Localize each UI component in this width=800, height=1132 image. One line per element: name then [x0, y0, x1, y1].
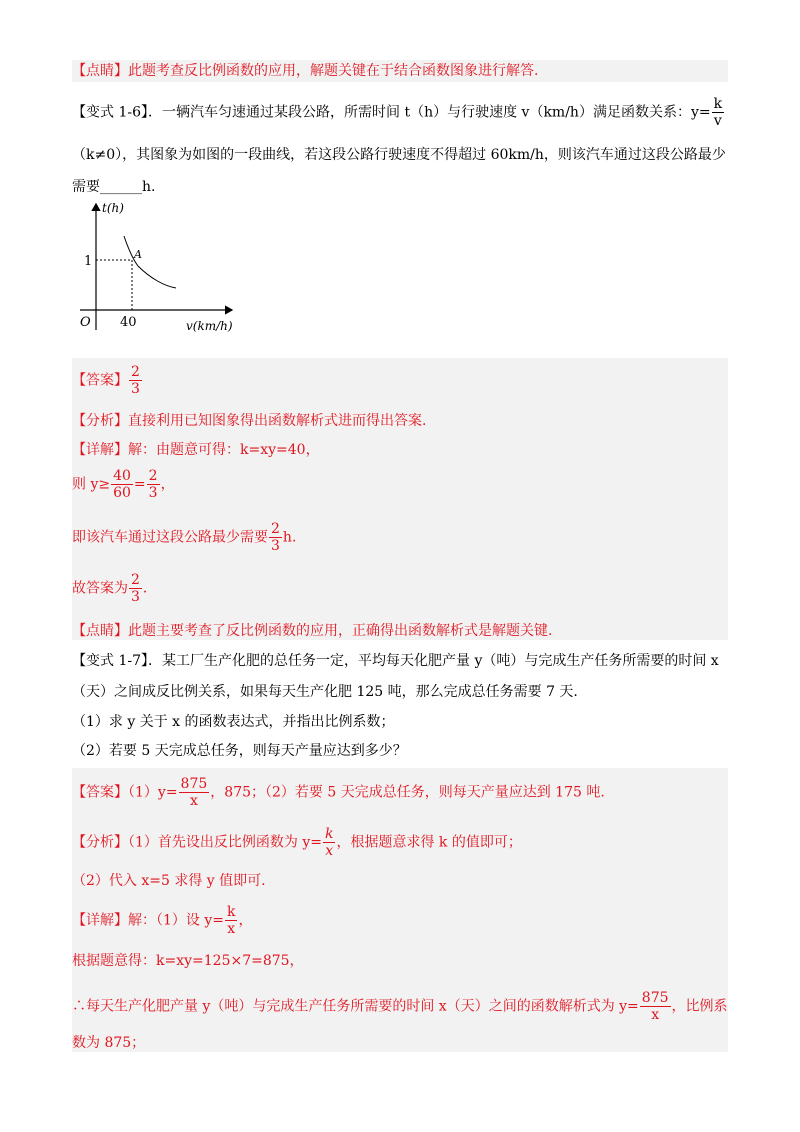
frac-den: x	[323, 842, 335, 859]
fraction-2-3	[147, 468, 160, 501]
detail-tag: 【详解】	[72, 442, 128, 458]
question-text: ．一辆汽车匀速通过某段公路，所需时间 t（h）与行驶速度 v（km/h）满足函数关系：y=	[148, 104, 711, 121]
question-1-7-line-1	[72, 652, 719, 670]
analysis-tag: 【分析】	[72, 834, 128, 851]
fraction-k-over-x	[323, 826, 335, 859]
detail-text: 解：由题意可得：k=xy=40，	[128, 442, 320, 458]
answer-text: ，875；（2）若要 5 天完成总任务，则每天产量应达到 175 吨.	[210, 784, 605, 801]
question-1-7-line-2	[72, 683, 578, 701]
detail-text: 解：（1）设 y=	[128, 912, 224, 929]
question-1-6-line-3	[72, 178, 155, 196]
detail-line-1-7-d	[72, 1034, 145, 1052]
question-text: （k≠0），其图象为如图的一段曲线，若这段公路行驶速度不得超过 60km/h，则该汽车通过这段公路最少	[72, 147, 726, 163]
answer-line-1-6	[72, 364, 143, 397]
analysis-text: 直接利用已知图象得出函数解析式进而得出答案.	[128, 413, 427, 429]
question-1-7-line-4	[72, 742, 407, 760]
question-text: （天）之间成反比例关系，如果每天生产化肥 125 吨，那么完成总任务需要 7 天.	[72, 684, 578, 700]
detail-line-1-7-b	[72, 952, 304, 970]
question-text: ．某工厂生产化肥的总任务一定，平均每天化肥产量 y（吨）与完成生产任务所需要的时间 x	[148, 653, 719, 669]
fraction-2-3	[269, 521, 282, 554]
analysis-tag: 【分析】	[72, 413, 128, 429]
note-text: 此题主要考查了反比例函数的应用，正确得出函数解析式是解题关键.	[128, 623, 553, 639]
analysis-line-1-6	[72, 412, 426, 430]
note-tag: 【点睛】	[72, 623, 128, 639]
frac-den: x	[179, 792, 210, 809]
detail-tag: 【详解】	[72, 912, 128, 929]
answer-text: （1）y=	[128, 784, 178, 801]
step-text: 则 y≥	[72, 476, 111, 493]
x-tick-label: 40	[120, 315, 137, 330]
frac-num: 2	[131, 364, 140, 380]
fraction-2-3	[129, 572, 142, 605]
question-1-6-line-2	[72, 146, 726, 164]
frac-num: 875	[641, 990, 669, 1006]
analysis-text: ，根据题意求得 k 的值即可；	[336, 834, 522, 851]
frac-den: x	[640, 1006, 671, 1023]
frac-num: 2	[131, 572, 140, 588]
inverse-function-graph	[72, 198, 242, 338]
detail-text: ∴每天生产化肥产量 y（吨）与完成生产任务所需要的时间 x（天）之间的函数解析式为 y=	[72, 998, 639, 1015]
question-text: （1）求 y 关于 x 的函数表达式，并指出比例系数；	[72, 714, 395, 730]
answer-tag: 【答案】	[72, 784, 128, 801]
point-label: A	[134, 248, 142, 261]
frac-num: 2	[148, 468, 158, 484]
question-1-6-line-1	[72, 96, 725, 129]
question-tag: 【变式 1-6】	[72, 104, 148, 121]
analysis-line-1-7-b	[72, 872, 266, 890]
fraction-k-over-v	[712, 96, 724, 129]
fraction-875-x	[640, 990, 671, 1023]
detail-line-1-7	[72, 904, 252, 937]
question-text: （2）若要 5 天完成总任务，则每天产量应达到多少？	[72, 743, 407, 759]
frac-num: k	[325, 826, 334, 842]
y-axis-label: t(h)	[102, 201, 124, 215]
detail-line-1-6	[72, 441, 320, 459]
detail-line-1-7-c	[72, 990, 728, 1023]
detail-text: ，比例系	[671, 998, 728, 1015]
analysis-text: （1）首先设出反比例函数为 y=	[128, 834, 322, 851]
frac-den: 3	[271, 538, 280, 554]
step-text: h.	[282, 529, 297, 546]
step-text: 故答案为	[72, 580, 128, 597]
step-text: 即该汽车通过这段公路最少需要	[72, 529, 268, 546]
frac-den: x	[225, 920, 237, 937]
frac-den: 3	[131, 589, 140, 605]
answer-line-1-7	[72, 776, 605, 809]
detail-text: ，	[238, 912, 253, 929]
question-tag: 【变式 1-7】	[72, 653, 148, 669]
note-tag: 【点睛】	[72, 63, 128, 79]
note-line-1-6	[72, 622, 552, 640]
detail-step-2	[72, 468, 175, 501]
frac-num: 2	[271, 521, 280, 537]
frac-num: 875	[180, 776, 208, 792]
frac-num: k	[227, 904, 236, 920]
y-tick-label: 1	[84, 254, 93, 269]
step-text: =	[133, 476, 146, 493]
detail-step-4	[72, 572, 157, 605]
step-text: ，	[160, 476, 175, 493]
step-text: ．	[142, 580, 157, 597]
question-1-7-line-3	[72, 713, 395, 731]
detail-step-3	[72, 521, 296, 554]
answer-tag: 【答案】	[72, 372, 128, 389]
frac-num: k	[713, 96, 723, 112]
fraction-40-60	[111, 468, 133, 501]
x-axis-label: v(km/h)	[186, 319, 233, 333]
detail-text: 根据题意得：k=xy=125×7=875，	[72, 953, 304, 969]
answer-fraction	[129, 364, 142, 397]
fraction-k-over-x	[225, 904, 237, 937]
frac-den: 60	[113, 485, 131, 501]
analysis-text: （2）代入 x=5 求得 y 值即可.	[72, 873, 266, 889]
frac-den: 3	[131, 381, 140, 397]
frac-den: 3	[148, 485, 158, 501]
origin-label: O	[80, 315, 91, 330]
frac-den: v	[712, 112, 724, 129]
frac-num: 40	[113, 468, 131, 484]
fraction-875-x	[179, 776, 210, 809]
question-text: 需要______h.	[72, 179, 156, 195]
note-line-top	[72, 62, 538, 80]
note-text: 此题考查反比例函数的应用，解题关键在于结合函数图象进行解答.	[128, 63, 539, 79]
detail-text: 数为 875；	[72, 1035, 146, 1051]
analysis-line-1-7	[72, 826, 522, 859]
